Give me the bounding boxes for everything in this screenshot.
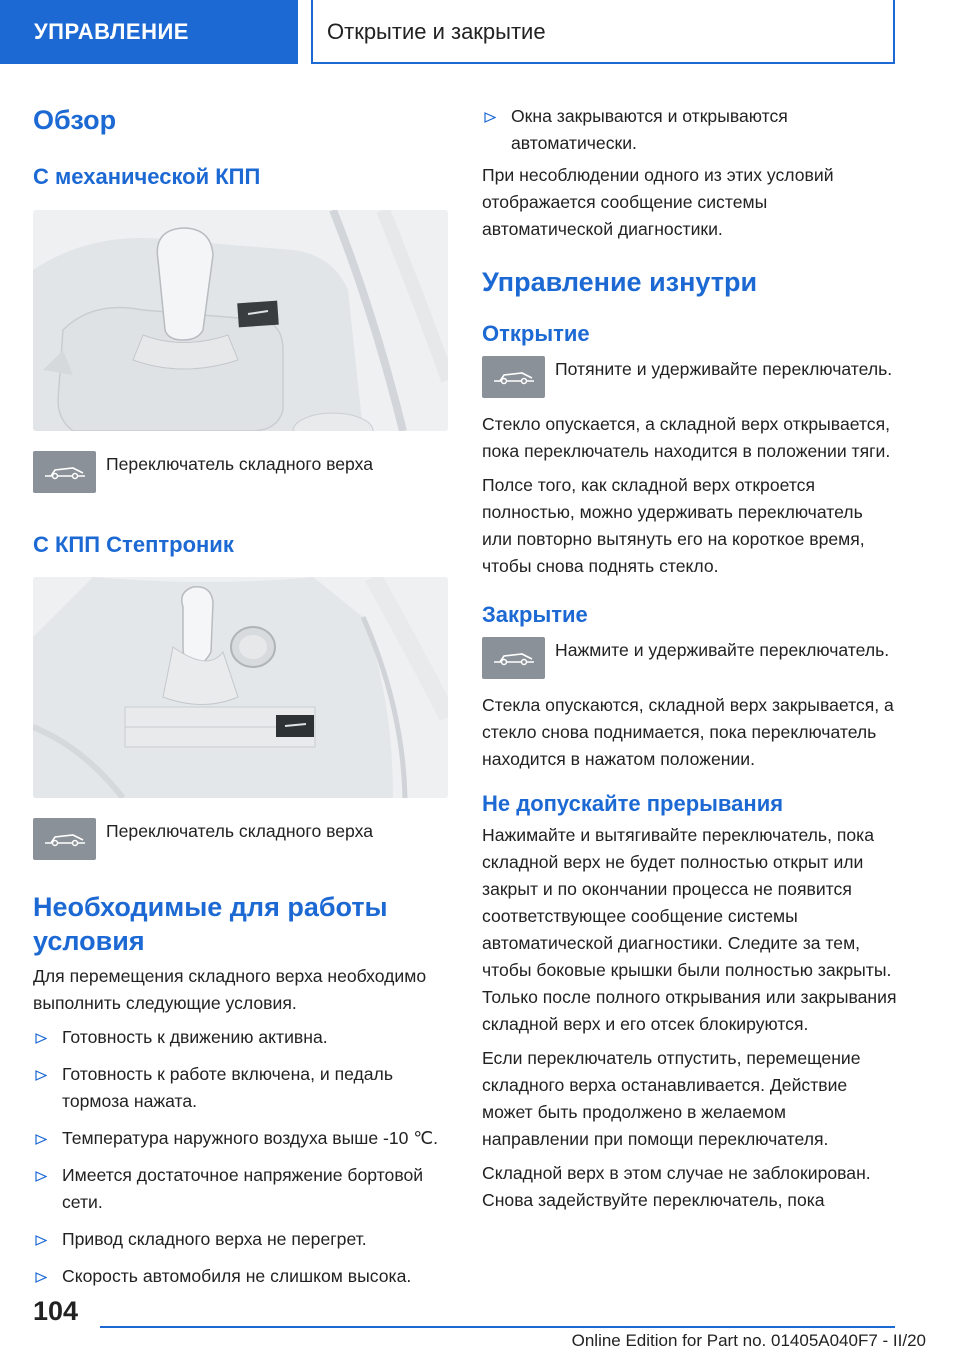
triangle-bullet-icon [35, 1070, 47, 1081]
list-item [33, 1024, 448, 1051]
triangle-bullet-icon [35, 1235, 47, 1246]
manual-switch-caption-row [33, 451, 448, 493]
page-header [0, 0, 960, 64]
list-item [33, 1263, 448, 1290]
conditions-list-continued [482, 103, 897, 157]
list-item [33, 1125, 448, 1152]
condition-text: Окна закрываются и открываются автоматически. [511, 106, 788, 153]
condition-text: Имеется достаточное напряжение бортовой сети. [62, 1165, 424, 1212]
manual-gearbox-heading: С механической КПП [33, 164, 261, 189]
footer-divider [100, 1326, 895, 1328]
list-item [33, 1162, 448, 1216]
opening-paragraph-2: Полсе того, как складной верх откроется полностью, можно удерживать переключатель или повторно вытянуть его на короткое время, чтобы снова поднять стекло. [482, 475, 865, 576]
convertible-top-switch-icon [33, 818, 96, 860]
condition-text: Готовность к работе включена, и педаль тормоза нажата. [62, 1064, 393, 1111]
conditions-list [33, 1024, 448, 1290]
manual-switch-caption: Переключатель складного верха [106, 454, 374, 474]
condition-text: Привод складного верха не перегрет. [62, 1229, 367, 1249]
closing-step-text: Нажмите и удерживайте переключатель. [555, 640, 890, 660]
closing-heading: Закрытие [482, 602, 588, 627]
convertible-top-switch-icon [33, 451, 96, 493]
triangle-bullet-icon [35, 1134, 47, 1145]
conditions-heading: Необходимые для работы условия [33, 892, 388, 956]
section-tab[interactable]: УПРАВЛЕНИЕ [0, 0, 298, 64]
opening-heading: Открытие [482, 321, 590, 346]
manual-gearbox-photo [33, 210, 448, 431]
list-item [482, 103, 897, 157]
condition-text: Скорость автомобиля не слишком высока. [62, 1266, 412, 1286]
interrupt-paragraph-2: Если переключатель отпустить, перемещение складного верха останавливается. Действие может быть продолжено в желаемом направлении при помощи переключателя. [482, 1048, 861, 1149]
convertible-top-switch-icon [482, 356, 545, 398]
steptronic-switch-caption: Переключатель складного верха [106, 821, 374, 841]
opening-paragraph-1: Стекло опускается, а складной верх открывается, пока переключатель находится в положении тяги. [482, 414, 891, 461]
edition-note: Online Edition for Part no. 01405A040F7 - II/20 [571, 1331, 926, 1350]
overview-heading: Обзор [33, 105, 117, 135]
left-column [33, 95, 448, 1290]
interrupt-paragraph-1: Нажимайте и вытягивайте переключатель, пока складной верх не будет полностью открыт или закрыт и по окончании процесса не появится соответствующее сообщение системы автоматической диагностики. Следите за тем, чтобы боковые крышки были полностью закрыты. Только после полного открывания или закрывания складной верх и его отсек блокируются. [482, 825, 897, 1034]
closing-paragraph: Стекла опускаются, складной верх закрывается, а стекло снова поднимается, пока переключатель находится в нажатом положении. [482, 695, 894, 769]
chapter-tab[interactable]: Открытие и закрытие [311, 0, 895, 64]
triangle-bullet-icon [35, 1272, 47, 1283]
list-item [33, 1226, 448, 1253]
inside-operation-heading: Управление изнутри [482, 267, 758, 297]
steptronic-photo [33, 577, 448, 798]
triangle-bullet-icon [35, 1171, 47, 1182]
opening-step-text: Потяните и удерживайте переключатель. [555, 359, 893, 379]
triangle-bullet-icon [35, 1033, 47, 1044]
steptronic-switch-caption-row [33, 818, 448, 860]
interrupt-paragraph-3: Складной верх в этом случае не заблокирован. Снова задействуйте переключатель, пока [482, 1163, 871, 1210]
list-item [33, 1061, 448, 1115]
condition-text: Готовность к движению активна. [62, 1027, 328, 1047]
conditions-intro: Для перемещения складного верха необходимо выполнить следующие условия. [33, 966, 427, 1013]
steptronic-heading: С КПП Стептроник [33, 532, 234, 557]
condition-text: Температура наружного воздуха выше -10 ℃. [62, 1128, 438, 1148]
warning-paragraph: При несоблюдении одного из этих условий отображается сообщение системы автоматической диагностики. [482, 165, 834, 239]
closing-step-row [482, 637, 897, 679]
opening-step-row [482, 356, 897, 398]
right-column [482, 95, 897, 1214]
page-number: 104 [33, 1296, 79, 1326]
interrupt-heading: Не допускайте прерывания [482, 791, 784, 816]
convertible-top-switch-icon [482, 637, 545, 679]
triangle-bullet-icon [484, 112, 496, 123]
